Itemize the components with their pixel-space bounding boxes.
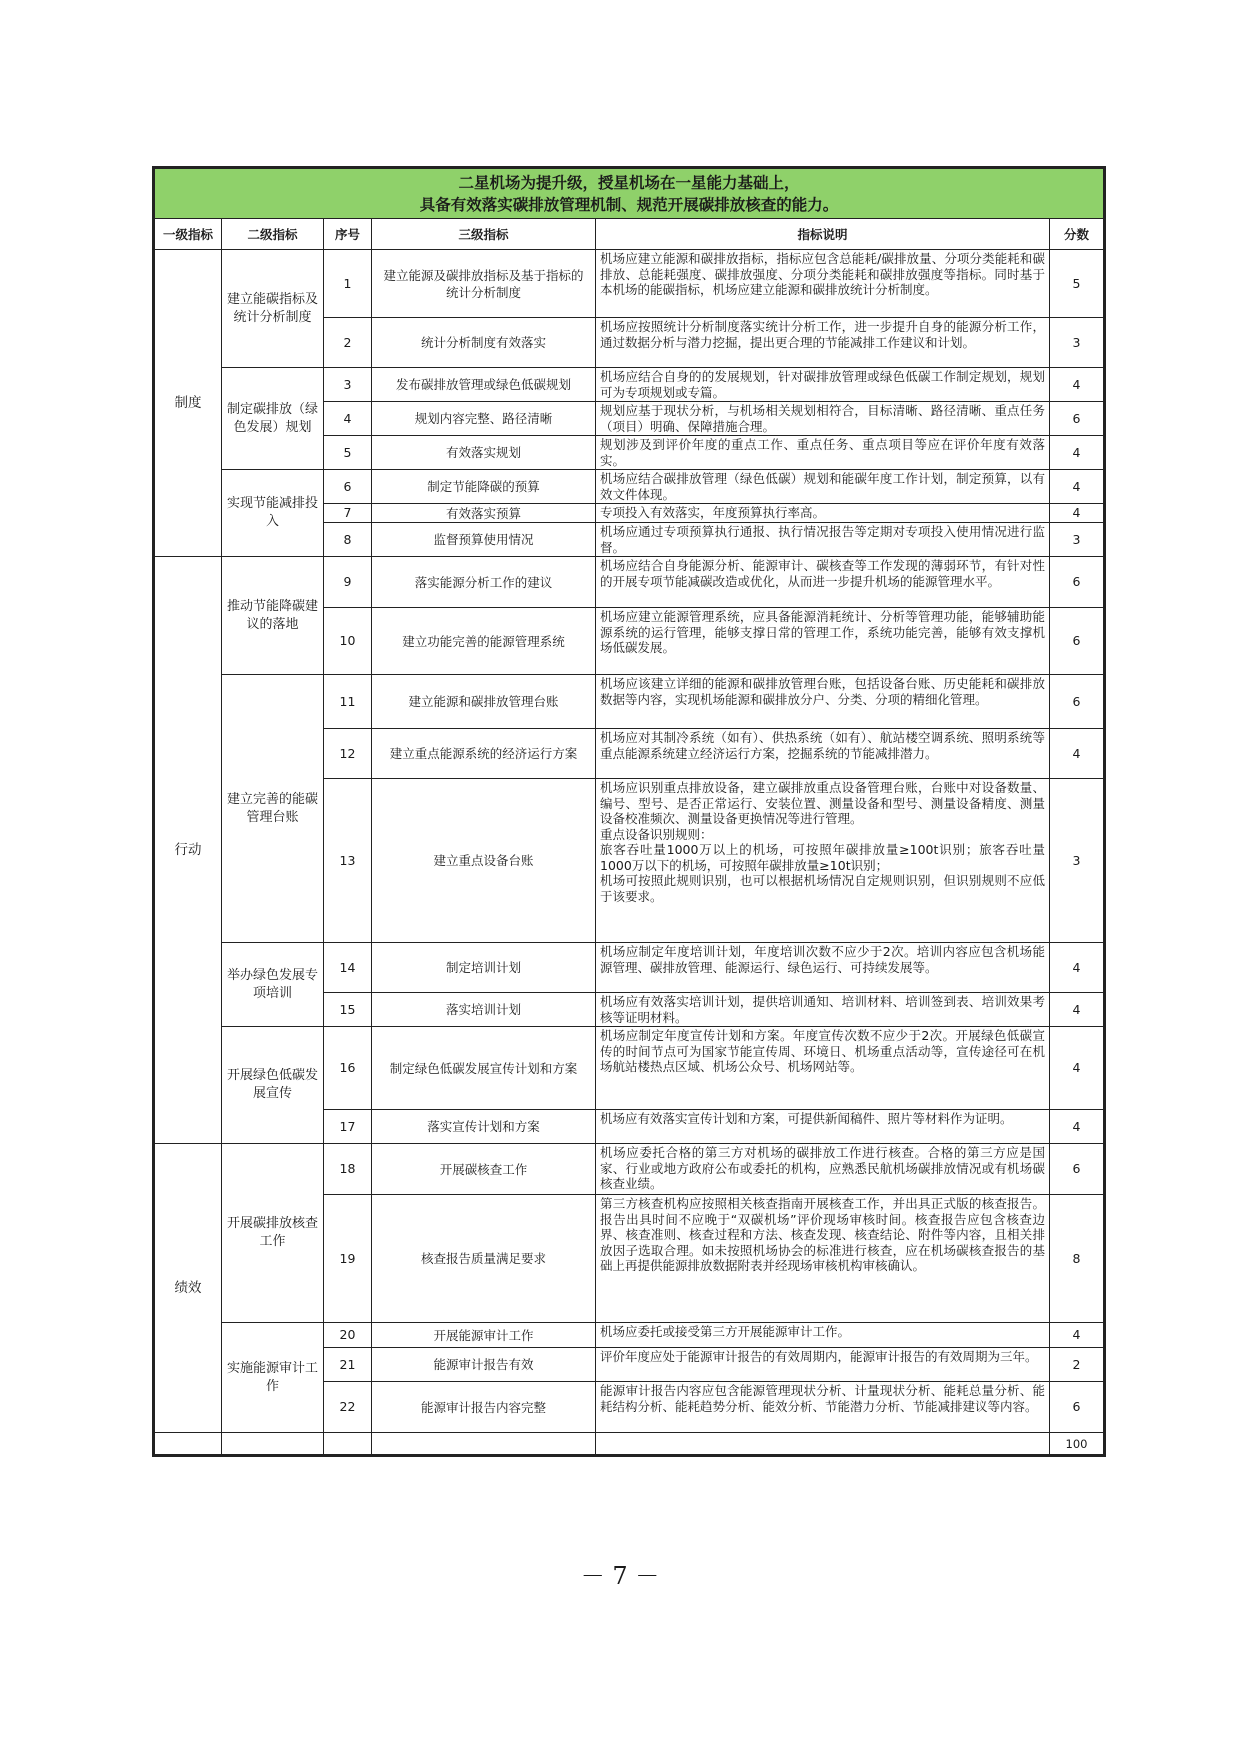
indicator-cell: 建立能源和碳排放管理台账 — [372, 675, 596, 729]
score-cell: 3 — [1050, 523, 1105, 557]
description-cell: 能源审计报告内容应包含能源管理现状分析、计量现状分析、能耗总量分析、能耗结构分析、能耗趋势分析、能效分析、节能潜力分析、节能减排建议等内容。 — [596, 1382, 1050, 1433]
table-row — [154, 1027, 1105, 1110]
indicator-cell: 开展碳核查工作 — [372, 1144, 596, 1195]
group-cell: 开展绿色低碳发展宣传 — [222, 1027, 324, 1144]
total-score-cell: 100 — [1050, 1433, 1105, 1456]
seq-cell: 5 — [324, 436, 372, 470]
indicator-cell: 建立重点设备台账 — [372, 779, 596, 943]
description-cell: 机场应委托合格的第三方对机场的碳排放工作进行核查。合格的第三方应是国家、行业或地方政府公布或委托的机构，应熟悉民航机场碳排放情况或有机场碳核查业绩。 — [596, 1144, 1050, 1195]
description-cell: 机场应制定年度培训计划，年度培训次数不应少于2次。培训内容应包含机场能源管理、碳排放管理、能源运行、绿色运行、可持续发展等。 — [596, 943, 1050, 993]
group-cell: 建立能碳指标及统计分析制度 — [222, 250, 324, 368]
table-row — [154, 943, 1105, 993]
banner-line-1: 二星机场为提升级，授星机场在一星能力基础上， — [458, 173, 800, 192]
description-cell: 机场应建立能源和碳排放指标，指标应包含总能耗/碳排放量、分项分类能耗和碳排放、总能耗强度、碳排放强度、分项分类能耗和碳排放强度等指标。同时基于本机场的能碳指标，机场应建立能源和碳排放统计分析制度。 — [596, 250, 1050, 318]
indicator-cell: 能源审计报告内容完整 — [372, 1382, 596, 1433]
description-cell: 机场应识别重点排放设备，建立碳排放重点设备管理台账，台账中对设备数量、编号、型号、是否正常运行、安装位置、测量设备和型号、测量设备精度、测量设备校准频次、测量设备更换情况等进行管理。 重点设备识别规则： 旅客吞吐量1000万以上的机场，可按照年碳排放量≥100t识别；旅客吞吐量1000万以下的机场，可按照年碳排放量≥10t识别； 机场可按照此规则识别，也可以根据机场情况自定规则识别，但识别规则不应低于该要求。 — [596, 779, 1050, 943]
indicator-cell: 统计分析制度有效落实 — [372, 318, 596, 368]
header-row — [154, 219, 1105, 250]
seq-cell: 22 — [324, 1382, 372, 1433]
category-cell: 制度 — [154, 250, 222, 557]
table-row — [154, 1144, 1105, 1195]
indicator-cell: 有效落实预算 — [372, 504, 596, 523]
header-level3: 三级指标 — [372, 219, 596, 250]
seq-cell: 13 — [324, 779, 372, 943]
score-cell: 6 — [1050, 1382, 1105, 1433]
seq-cell: 2 — [324, 318, 372, 368]
score-cell: 8 — [1050, 1195, 1105, 1323]
score-cell: 4 — [1050, 368, 1105, 402]
empty-cell — [222, 1433, 324, 1456]
group-cell: 建立完善的能碳管理台账 — [222, 675, 324, 943]
description-cell: 专项投入有效落实，年度预算执行率高。 — [596, 504, 1050, 523]
indicator-cell: 开展能源审计工作 — [372, 1323, 596, 1348]
score-cell: 4 — [1050, 436, 1105, 470]
seq-cell: 14 — [324, 943, 372, 993]
indicator-cell: 核查报告质量满足要求 — [372, 1195, 596, 1323]
description-cell: 机场应对其制冷系统（如有）、供热系统（如有）、航站楼空调系统、照明系统等重点能源系统建立经济运行方案，挖掘系统的节能减排潜力。 — [596, 729, 1050, 779]
group-cell: 推动节能降碳建议的落地 — [222, 557, 324, 675]
seq-cell: 12 — [324, 729, 372, 779]
indicator-cell: 建立功能完善的能源管理系统 — [372, 608, 596, 675]
description-cell: 机场应有效落实宣传计划和方案，可提供新闻稿件、照片等材料作为证明。 — [596, 1110, 1050, 1144]
group-cell: 开展碳排放核查工作 — [222, 1144, 324, 1323]
score-cell: 5 — [1050, 250, 1105, 318]
seq-cell: 17 — [324, 1110, 372, 1144]
seq-cell: 1 — [324, 250, 372, 318]
score-cell: 6 — [1050, 1144, 1105, 1195]
indicator-cell: 建立重点能源系统的经济运行方案 — [372, 729, 596, 779]
indicator-cell: 制定节能降碳的预算 — [372, 470, 596, 504]
score-cell: 4 — [1050, 729, 1105, 779]
description-cell: 机场应通过专项预算执行通报、执行情况报告等定期对专项投入使用情况进行监督。 — [596, 523, 1050, 557]
table-row — [154, 675, 1105, 729]
score-cell: 3 — [1050, 318, 1105, 368]
description-cell: 规划应基于现状分析，与机场相关规划相符合，目标清晰、路径清晰、重点任务（项目）明确、保障措施合理。 — [596, 402, 1050, 436]
score-cell: 3 — [1050, 779, 1105, 943]
header-level2: 二级指标 — [222, 219, 324, 250]
header-level1: 一级指标 — [154, 219, 222, 250]
description-cell: 规划涉及到评价年度的重点工作、重点任务、重点项目等应在评价年度有效落实。 — [596, 436, 1050, 470]
score-cell: 4 — [1050, 1027, 1105, 1110]
score-cell: 6 — [1050, 557, 1105, 608]
description-cell: 机场应制定年度宣传计划和方案。年度宣传次数不应少于2次。开展绿色低碳宣传的时间节点可为国家节能宣传周、环境日、机场重点活动等，宣传途径可在机场航站楼热点区域、机场公众号、机场网站等。 — [596, 1027, 1050, 1110]
seq-cell: 11 — [324, 675, 372, 729]
seq-cell: 9 — [324, 557, 372, 608]
description-cell: 机场应委托或接受第三方开展能源审计工作。 — [596, 1323, 1050, 1348]
group-cell: 实施能源审计工作 — [222, 1323, 324, 1433]
score-cell: 2 — [1050, 1348, 1105, 1382]
indicator-cell: 制定培训计划 — [372, 943, 596, 993]
header-score: 分数 — [1050, 219, 1105, 250]
description-cell: 机场应结合碳排放管理（绿色低碳）规划和能碳年度工作计划，制定预算，以有效文件体现。 — [596, 470, 1050, 504]
score-cell: 4 — [1050, 470, 1105, 504]
table-row — [154, 368, 1105, 402]
description-cell: 评价年度应处于能源审计报告的有效周期内，能源审计报告的有效周期为三年。 — [596, 1348, 1050, 1382]
category-cell: 行动 — [154, 557, 222, 1144]
seq-cell: 21 — [324, 1348, 372, 1382]
indicator-cell: 制定绿色低碳发展宣传计划和方案 — [372, 1027, 596, 1110]
description-cell: 机场应结合自身的的发展规划，针对碳排放管理或绿色低碳工作制定规划，规划可为专项规划或专篇。 — [596, 368, 1050, 402]
seq-cell: 18 — [324, 1144, 372, 1195]
table-row — [154, 1323, 1105, 1348]
indicator-cell: 落实能源分析工作的建议 — [372, 557, 596, 608]
description-cell: 机场应该建立详细的能源和碳排放管理台账，包括设备台账、历史能耗和碳排放数据等内容，实现机场能源和碳排放分户、分类、分项的精细化管理。 — [596, 675, 1050, 729]
seq-cell: 16 — [324, 1027, 372, 1110]
group-cell: 实现节能减排投入 — [222, 470, 324, 557]
indicator-cell: 落实培训计划 — [372, 993, 596, 1027]
description-cell: 机场应按照统计分析制度落实统计分析工作，进一步提升自身的能源分析工作，通过数据分析与潜力挖掘，提出更合理的节能减排工作建议和计划。 — [596, 318, 1050, 368]
header-description: 指标说明 — [596, 219, 1050, 250]
seq-cell: 10 — [324, 608, 372, 675]
score-cell: 6 — [1050, 402, 1105, 436]
seq-cell: 19 — [324, 1195, 372, 1323]
score-cell: 6 — [1050, 675, 1105, 729]
seq-cell: 15 — [324, 993, 372, 1027]
total-row — [154, 1433, 1105, 1456]
description-cell: 机场应建立能源管理系统，应具备能源消耗统计、分析等管理功能，能够辅助能源系统的运行管理，能够支撑日常的管理工作，系统功能完善，能够有效支撑机场低碳发展。 — [596, 608, 1050, 675]
indicator-cell: 落实宣传计划和方案 — [372, 1110, 596, 1144]
score-cell: 4 — [1050, 993, 1105, 1027]
evaluation-table — [152, 166, 1106, 1457]
empty-cell — [596, 1433, 1050, 1456]
indicator-cell: 发布碳排放管理或绿色低碳规划 — [372, 368, 596, 402]
empty-cell — [324, 1433, 372, 1456]
indicator-cell: 规划内容完整、路径清晰 — [372, 402, 596, 436]
table-row — [154, 470, 1105, 504]
score-cell: 4 — [1050, 1110, 1105, 1144]
banner-line-2: 具备有效落实碳排放管理机制、规范开展碳排放核查的能力。 — [419, 195, 839, 214]
seq-cell: 8 — [324, 523, 372, 557]
description-cell: 机场应结合自身能源分析、能源审计、碳核查等工作发现的薄弱环节，有针对性的开展专项节能减碳改造或优化，从而进一步提升机场的能源管理水平。 — [596, 557, 1050, 608]
score-cell: 4 — [1050, 1323, 1105, 1348]
header-seq: 序号 — [324, 219, 372, 250]
score-cell: 4 — [1050, 943, 1105, 993]
indicator-cell: 监督预算使用情况 — [372, 523, 596, 557]
category-cell: 绩效 — [154, 1144, 222, 1433]
page-number: － 7 － — [580, 1562, 660, 1590]
table-banner — [154, 168, 1105, 219]
description-cell: 第三方核查机构应按照相关核查指南开展核查工作，并出具正式版的核查报告。报告出具时间不应晚于“双碳机场”评价现场审核时间。核查报告应包含核查边界、核查准则、核查过程和方法、核查发现、核查结论、附件等内容，且相关排放因子选取合理。如未按照机场协会的标准进行核查，应在机场碳核查报告的基础上再提供能源排放数据附表并经现场审核机构审核确认。 — [596, 1195, 1050, 1323]
seq-cell: 20 — [324, 1323, 372, 1348]
table-row — [154, 250, 1105, 318]
indicator-cell: 有效落实规划 — [372, 436, 596, 470]
indicator-cell: 建立能源及碳排放指标及基于指标的统计分析制度 — [372, 250, 596, 318]
document-sheet — [152, 166, 1103, 1457]
score-cell: 6 — [1050, 608, 1105, 675]
group-cell: 举办绿色发展专项培训 — [222, 943, 324, 1027]
indicator-cell: 能源审计报告有效 — [372, 1348, 596, 1382]
score-cell: 4 — [1050, 504, 1105, 523]
table-row — [154, 557, 1105, 608]
seq-cell: 6 — [324, 470, 372, 504]
group-cell: 制定碳排放（绿色发展）规划 — [222, 368, 324, 470]
seq-cell: 4 — [324, 402, 372, 436]
description-cell: 机场应有效落实培训计划，提供培训通知、培训材料、培训签到表、培训效果考核等证明材料。 — [596, 993, 1050, 1027]
seq-cell: 7 — [324, 504, 372, 523]
empty-cell — [154, 1433, 222, 1456]
seq-cell: 3 — [324, 368, 372, 402]
empty-cell — [372, 1433, 596, 1456]
